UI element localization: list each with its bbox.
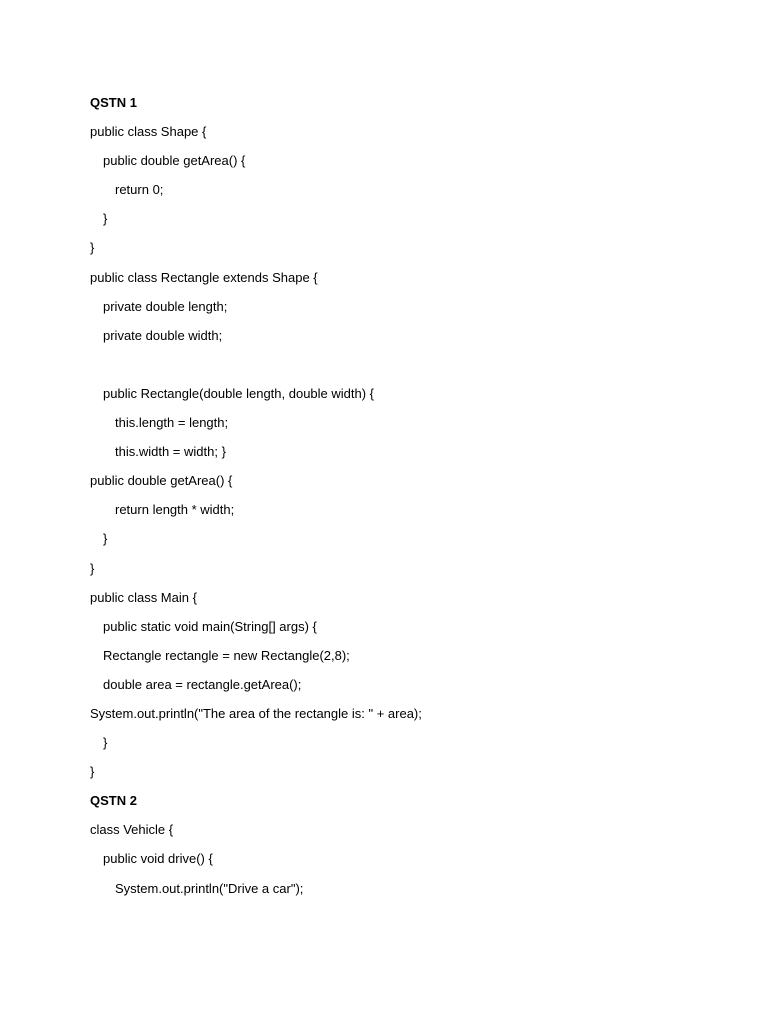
code-line: public class Shape { <box>90 124 207 140</box>
code-line: private double length; <box>103 298 228 314</box>
code-line: } <box>90 240 95 256</box>
code-line: double area = rectangle.getArea(); <box>103 676 302 692</box>
code-line: System.out.println("The area of the rectangle is: " + area); <box>90 705 422 721</box>
code-line: this.length = length; <box>115 415 229 431</box>
code-line: public static void main(String[] args) { <box>103 618 317 634</box>
code-line: } <box>103 211 108 227</box>
code-line: return 0; <box>115 182 164 198</box>
code-line: public Rectangle(double length, double width) { <box>103 385 375 401</box>
code-line: } <box>103 531 108 547</box>
section-heading: QSTN 1 <box>90 95 137 110</box>
code-line: public double getArea() { <box>103 153 246 169</box>
code-line: this.width = width; } <box>115 444 226 460</box>
code-line: public class Main { <box>90 589 197 605</box>
code-line <box>90 354 730 383</box>
code-line: private double width; <box>103 327 223 343</box>
code-line: } <box>90 560 95 576</box>
code-line: } <box>90 764 95 780</box>
code-line: return length * width; <box>115 502 235 518</box>
code-line: class Vehicle { <box>90 822 174 838</box>
code-line: public class Rectangle extends Shape { <box>90 269 318 285</box>
code-line: } <box>103 735 108 751</box>
code-line: public void drive() { <box>103 851 213 867</box>
code-line: System.out.println("Drive a car"); <box>115 880 304 896</box>
code-line: Rectangle rectangle = new Rectangle(2,8); <box>103 647 350 663</box>
section-heading: QSTN 2 <box>90 793 137 809</box>
document-body <box>90 92 730 907</box>
code-line: public double getArea() { <box>90 473 233 489</box>
